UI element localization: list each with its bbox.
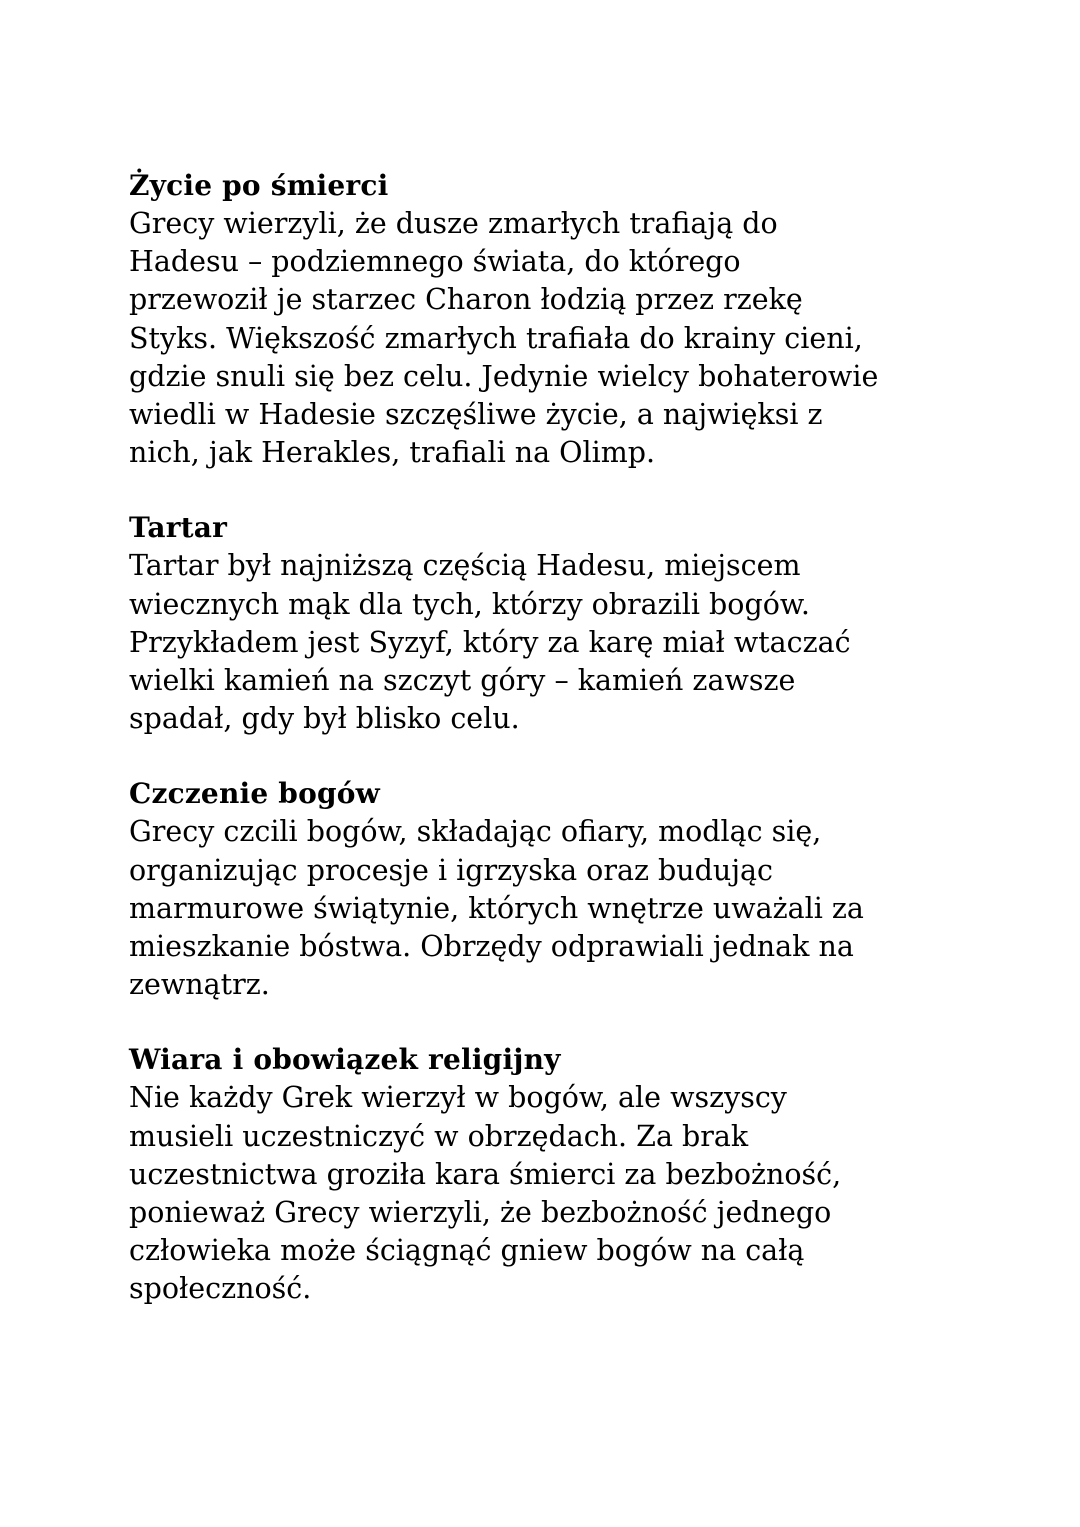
text-line: nich, jak Herakles, trafiali na Olimp.	[129, 436, 656, 470]
section-faith-duty	[129, 1041, 1029, 1308]
text-line: społeczność.	[129, 1272, 312, 1306]
text-line: wielki kamień na szczyt góry – kamień zawsze	[129, 664, 796, 698]
text-line: Hadesu – podziemnego świata, do którego	[129, 245, 741, 279]
section-heading: Czczenie bogów	[129, 777, 380, 811]
text-line: uczestnictwa groziła kara śmierci za bezbożność,	[129, 1157, 842, 1191]
section-heading: Tartar	[129, 511, 228, 545]
section-tartarus	[129, 509, 1029, 738]
text-line: spadał, gdy był blisko celu.	[129, 702, 520, 736]
text-line: Tartar był najniższą częścią Hadesu, miejscem	[129, 549, 801, 583]
text-line: Styks. Większość zmarłych trafiała do krainy cieni,	[129, 321, 863, 355]
text-line: Grecy czcili bogów, składając ofiary, modląc się,	[129, 815, 822, 849]
section-afterlife	[129, 167, 1029, 472]
section-worship	[129, 775, 1029, 1004]
text-line: człowieka może ściągnąć gniew bogów na całą	[129, 1234, 805, 1268]
text-line: musieli uczestniczyć w obrzędach. Za brak	[129, 1119, 749, 1153]
section-heading: Wiara i obowiązek religijny	[129, 1043, 561, 1077]
text-line: mieszkanie bóstwa. Obrzędy odprawiali jednak na	[129, 930, 854, 964]
text-line: gdzie snuli się bez celu. Jedynie wielcy bohaterowie	[129, 359, 879, 393]
text-line: wiedli w Hadesie szczęśliwe życie, a najwięksi z	[129, 398, 823, 432]
text-line: zewnątrz.	[129, 968, 270, 1002]
text-line: Nie każdy Grek wierzył w bogów, ale wszyscy	[129, 1081, 787, 1115]
text-line: Grecy wierzyli, że dusze zmarłych trafiają do	[129, 207, 778, 240]
text-line: marmurowe świątynie, których wnętrze uważali za	[129, 891, 864, 925]
text-line: Przykładem jest Syzyf, który za karę miał wtaczać	[129, 625, 851, 659]
document-page	[129, 167, 1029, 1346]
text-line: przewoził je starzec Charon łodzią przez rzekę	[129, 283, 803, 317]
section-heading: Życie po śmierci	[129, 169, 389, 202]
text-line: organizując procesje i igrzyska oraz budując	[129, 853, 774, 887]
text-line: wiecznych mąk dla tych, którzy obrazili bogów.	[129, 587, 810, 621]
text-line: ponieważ Grecy wierzyli, że bezbożność jednego	[129, 1196, 832, 1230]
